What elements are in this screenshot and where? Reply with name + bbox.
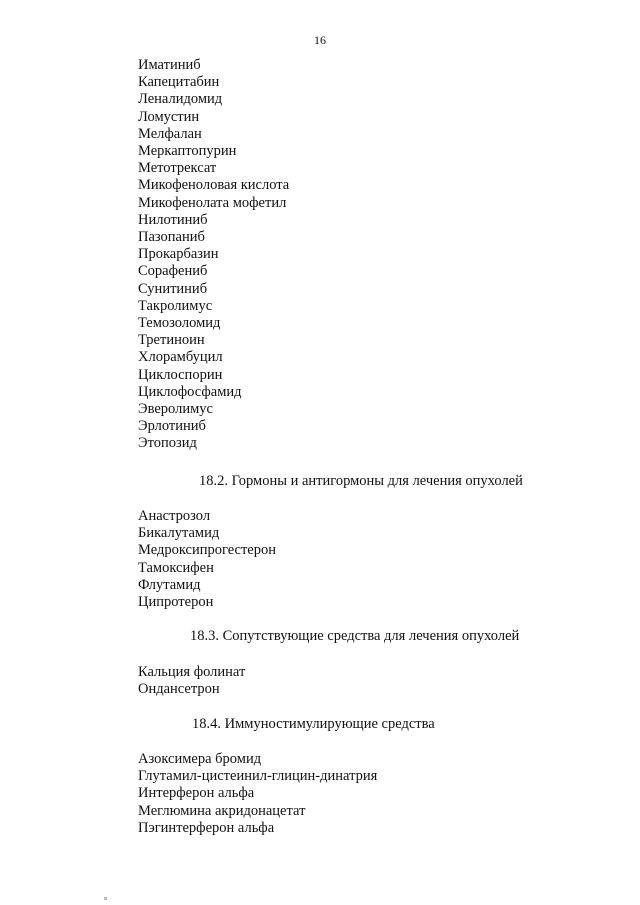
section-heading-supportive: 18.3. Сопутствующие средства для лечения опухолей	[190, 628, 520, 644]
section-heading-hormones: 18.2. Гормоны и антигормоны для лечения опухолей	[199, 473, 523, 489]
drug-list-item: Такролимус	[138, 297, 213, 314]
drug-list-item: Интерферон альфа	[138, 785, 255, 802]
drug-list-item: Сорафениб	[138, 263, 208, 280]
drug-list-item: Кальция фолинат	[138, 664, 246, 680]
drug-list-item: Ципротерон	[138, 594, 214, 611]
drug-list-item: Сунитиниб	[138, 280, 208, 297]
drug-list-item: Циклоспорин	[138, 366, 223, 383]
drug-list-item: Леналидомид	[138, 91, 223, 108]
drug-list-item: Тамоксифен	[138, 559, 214, 576]
drug-list-item: Метотрексат	[138, 160, 217, 177]
drug-list-item: Прокарбазин	[138, 246, 219, 263]
drug-list-main	[138, 57, 289, 453]
drug-list-item: Ломустин	[138, 108, 200, 125]
drug-list-immuno	[138, 751, 377, 837]
drug-list-item: Микофенолата мофетил	[138, 194, 287, 211]
drug-list-item: Иматиниб	[138, 57, 201, 73]
drug-list-supportive	[138, 664, 245, 698]
drug-list-item: Хлорамбуцил	[138, 349, 223, 366]
section-heading-immuno: 18.4. Иммуностимулирующие средства	[192, 716, 435, 732]
drug-list-item: Бикалутамид	[138, 525, 220, 542]
drug-list-item: Флутамид	[138, 576, 201, 593]
drug-list-item: Пазопаниб	[138, 229, 205, 246]
drug-list-item: Глутамил-цистеинил-глицин-динатрия	[138, 768, 378, 785]
drug-list-item: Анастрозол	[138, 508, 211, 524]
drug-list-item: Мелфалан	[138, 125, 202, 142]
drug-list-item: Темозоломид	[138, 315, 221, 332]
drug-list-item: Ондансетрон	[138, 681, 220, 698]
drug-list-item: Нилотиниб	[138, 211, 208, 228]
drug-list-item: Меглюмина акридонацетат	[138, 802, 306, 819]
page-number: 16	[314, 33, 326, 47]
drug-list-hormones	[138, 508, 276, 611]
drug-list-item: Эверолимус	[138, 401, 213, 418]
drug-list-item: Эрлотиниб	[138, 418, 206, 435]
drug-list-item: Меркаптопурин	[138, 143, 237, 160]
drug-list-item: Медроксипрогестерон	[138, 542, 276, 559]
drug-list-item: Азоксимера бромид	[138, 751, 262, 767]
drug-list-item: Микофеноловая кислота	[138, 177, 290, 194]
drug-list-item: Третиноин	[138, 332, 205, 349]
drug-list-item: Циклофосфамид	[138, 383, 242, 400]
drug-list-item: Пэгинтерферон альфа	[138, 819, 275, 836]
drug-list-item: Капецитабин	[138, 74, 220, 91]
scan-speck	[104, 897, 107, 900]
drug-list-item: Этопозид	[138, 435, 197, 452]
